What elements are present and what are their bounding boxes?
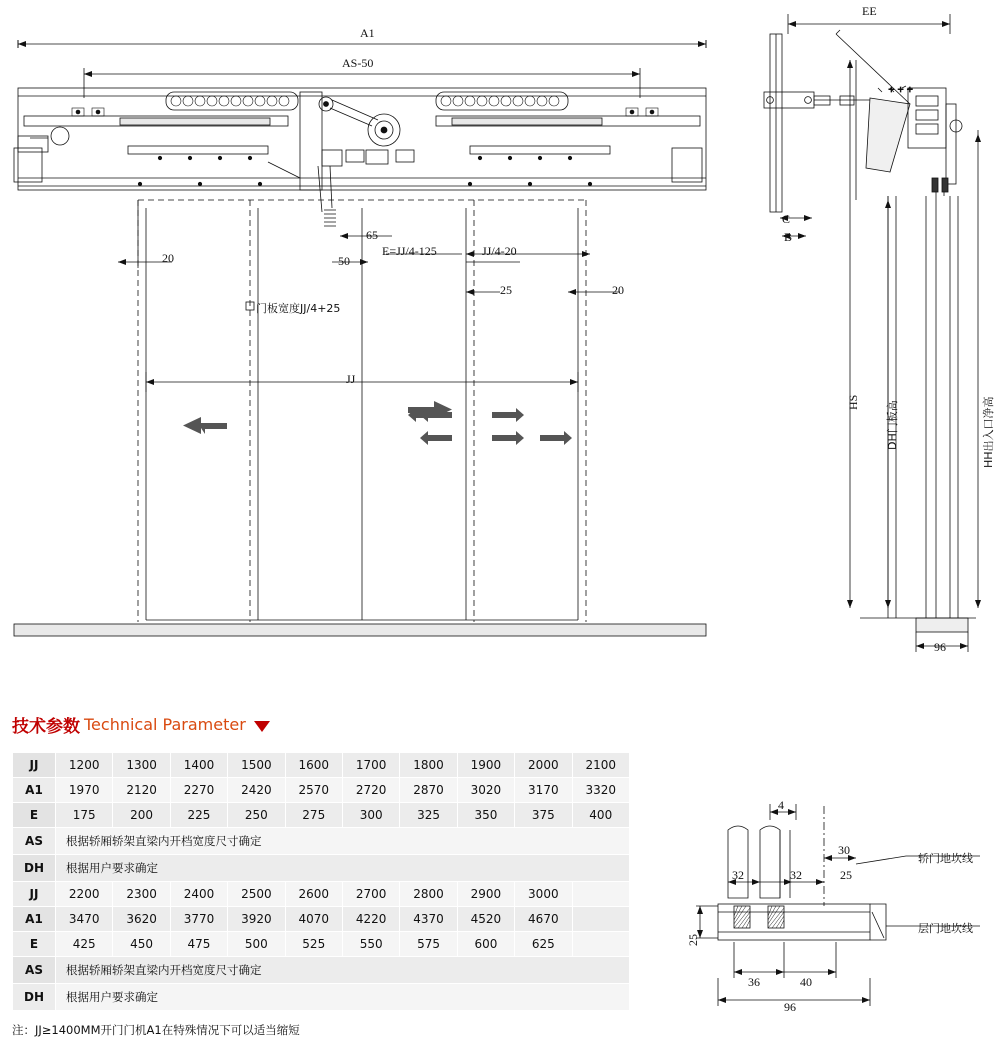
- dim-96-side-label: 96: [934, 640, 946, 654]
- table-row: [13, 932, 630, 957]
- table-cell: 1900: [457, 753, 514, 778]
- table-row: [13, 957, 630, 984]
- table-cell: 600: [457, 932, 514, 957]
- dim-jj-label: JJ: [346, 372, 356, 386]
- detail-dim-25-left-label: 25: [686, 934, 700, 946]
- table-cell: 300: [342, 803, 399, 828]
- table-cell: 2120: [113, 778, 170, 803]
- table-cell: 275: [285, 803, 342, 828]
- table-cell: 2600: [285, 882, 342, 907]
- table-note-cell: 根据轿厢轿架直梁内开档宽度尺寸确定: [56, 957, 630, 984]
- table-cell: 500: [228, 932, 285, 957]
- table-cell: 2270: [170, 778, 227, 803]
- dim-25-label: 25: [500, 283, 512, 297]
- table-cell: 3920: [228, 907, 285, 932]
- detail-dim-30-label: 30: [838, 843, 850, 857]
- dim-hs-label: HS: [846, 394, 860, 410]
- table-note-cell: 根据轿厢轿架直梁内开档宽度尺寸确定: [56, 828, 630, 855]
- table-cell: 3320: [572, 778, 629, 803]
- table-row-key: JJ: [13, 753, 56, 778]
- tech-title-cn: 技术参数: [12, 717, 80, 737]
- dim-e-label: E=JJ/4-125: [382, 244, 437, 258]
- side-section-view: [740, 0, 1002, 670]
- table-cell: 2870: [400, 778, 457, 803]
- table-row-key: DH: [13, 984, 56, 1011]
- table-cell: 4070: [285, 907, 342, 932]
- table-cell: 1970: [56, 778, 113, 803]
- table-cell: 2570: [285, 778, 342, 803]
- dim-dh-label: DH门板高: [886, 400, 899, 450]
- dim-jj4-20-label: JJ/4-20: [482, 244, 517, 258]
- table-row: [13, 907, 630, 932]
- table-row-key: E: [13, 803, 56, 828]
- table-cell: 175: [56, 803, 113, 828]
- table-row-key: E: [13, 932, 56, 957]
- dim-a1-label: A1: [360, 26, 375, 40]
- table-footnote: 注：JJ≥1400MM开门门机A1在特殊情况下可以适当缩短: [12, 1023, 300, 1037]
- detail-dim-36-label: 36: [748, 975, 760, 989]
- detail-dim-32a-label: 32: [732, 868, 744, 882]
- table-cell: 2900: [457, 882, 514, 907]
- table-cell: 550: [342, 932, 399, 957]
- detail-dim-4-label: 4: [778, 798, 784, 812]
- table-cell: 425: [56, 932, 113, 957]
- table-cell: 375: [515, 803, 572, 828]
- table-note-cell: 根据用户要求确定: [56, 855, 630, 882]
- table-row-key: A1: [13, 778, 56, 803]
- table-cell: 1600: [285, 753, 342, 778]
- table-cell: 1300: [113, 753, 170, 778]
- table-row: [13, 984, 630, 1011]
- table-cell: [572, 882, 629, 907]
- table-cell: 4670: [515, 907, 572, 932]
- detail-dim-40-label: 40: [800, 975, 812, 989]
- table-row: [13, 828, 630, 855]
- table-cell: 400: [572, 803, 629, 828]
- top-plan-view: [0, 0, 740, 660]
- detail-dim-25-right-label: 25: [840, 868, 852, 882]
- car-sill-line-label: 轿门地坎线: [918, 852, 973, 865]
- svg-text:+ + +: + + +: [888, 85, 914, 94]
- table-row-key: DH: [13, 855, 56, 882]
- table-cell: 2300: [113, 882, 170, 907]
- dim-20-right-label: 20: [612, 283, 624, 297]
- dim-50-label: 50: [338, 254, 350, 268]
- table-row-key: JJ: [13, 882, 56, 907]
- table-cell: [572, 932, 629, 957]
- dim-65-label: 65: [366, 228, 378, 242]
- table-cell: 3170: [515, 778, 572, 803]
- table-cell: 2400: [170, 882, 227, 907]
- table-cell: [572, 907, 629, 932]
- table-cell: 2500: [228, 882, 285, 907]
- landing-sill-line-label: 层门地坎线: [918, 922, 973, 935]
- table-row: [13, 855, 630, 882]
- table-note-cell: 根据用户要求确定: [56, 984, 630, 1011]
- dim-as50-label: AS-50: [342, 56, 374, 70]
- table-cell: 2000: [515, 753, 572, 778]
- table-cell: 250: [228, 803, 285, 828]
- table-row: [13, 882, 630, 907]
- table-cell: 1800: [400, 753, 457, 778]
- table-cell: 575: [400, 932, 457, 957]
- table-cell: 1500: [228, 753, 285, 778]
- table-cell: 3020: [457, 778, 514, 803]
- table-cell: 2420: [228, 778, 285, 803]
- collapse-triangle-icon[interactable]: [254, 721, 270, 732]
- tech-title-en: Technical Parameter: [84, 715, 246, 734]
- table-cell: 1400: [170, 753, 227, 778]
- dim-ee-label: EE: [862, 4, 877, 18]
- table-row: [13, 803, 630, 828]
- table-cell: 2700: [342, 882, 399, 907]
- table-cell: 4220: [342, 907, 399, 932]
- technical-parameter-heading: [12, 712, 270, 737]
- table-row-key: AS: [13, 828, 56, 855]
- door-direction-arrows: [183, 401, 572, 445]
- table-cell: 1200: [56, 753, 113, 778]
- table-cell: 2720: [342, 778, 399, 803]
- table-cell: 3000: [515, 882, 572, 907]
- table-cell: 4370: [400, 907, 457, 932]
- dim-hh-label: HH出入口净高: [982, 396, 995, 468]
- table-cell: 225: [170, 803, 227, 828]
- table-cell: 200: [113, 803, 170, 828]
- dim-b-label: B: [784, 230, 793, 244]
- table-row: [13, 778, 630, 803]
- table-cell: 3770: [170, 907, 227, 932]
- table-cell: 3620: [113, 907, 170, 932]
- table-row-key: AS: [13, 957, 56, 984]
- detail-dim-96-label: 96: [784, 1000, 796, 1014]
- dim-20-left-label: 20: [162, 251, 174, 265]
- plate-width-label: 门板宽度JJ/4+25: [256, 302, 341, 315]
- table-cell: 2200: [56, 882, 113, 907]
- table-cell: 1700: [342, 753, 399, 778]
- table-cell: 525: [285, 932, 342, 957]
- table-row: [13, 753, 630, 778]
- table-cell: 350: [457, 803, 514, 828]
- table-cell: 4520: [457, 907, 514, 932]
- table-cell: 2100: [572, 753, 629, 778]
- table-cell: 2800: [400, 882, 457, 907]
- table-cell: 3470: [56, 907, 113, 932]
- table-cell: 325: [400, 803, 457, 828]
- dim-c-label: C: [782, 212, 791, 226]
- table-row-key: A1: [13, 907, 56, 932]
- detail-dim-32b-label: 32: [790, 868, 802, 882]
- technical-parameter-table: [12, 752, 630, 1011]
- table-cell: 450: [113, 932, 170, 957]
- sill-detail-view: [660, 786, 1002, 1026]
- table-cell: 475: [170, 932, 227, 957]
- table-cell: 625: [515, 932, 572, 957]
